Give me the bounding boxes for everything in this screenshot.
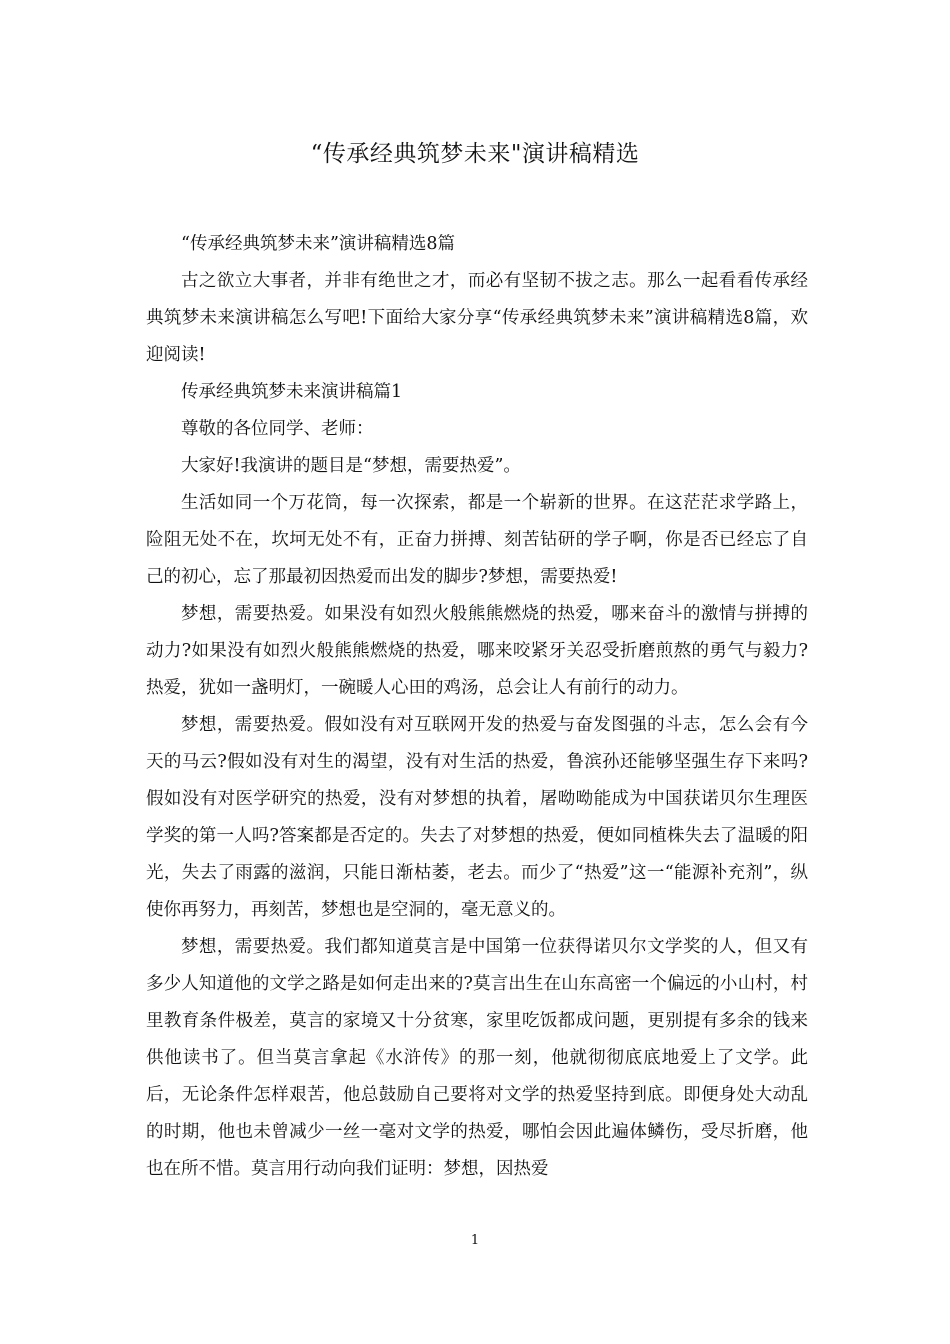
- body-paragraph: 梦想，需要热爱。假如没有对互联网开发的热爱与奋发图强的斗志，怎么会有今天的马云?假如没有对生的渴望，没有对生活的热爱，鲁滨孙还能够坚强生存下来吗?假如没有对医学研究的热爱，没有对梦想的执着，屠呦呦能成为中国获诺贝尔生理医学奖的第一人吗?答案都是否定的。失去了对梦想的热爱，便如同植株失去了温暖的阳光，失去了雨露的滋润，只能日渐枯萎，老去。而少了“热爱”这一“能源补充剂”，纵使你再努力，再刻苦，梦想也是空洞的，毫无意义的。: [146, 715, 808, 920]
- section-heading: 传承经典筑梦未来演讲稿篇1: [181, 382, 403, 402]
- document-body: [146, 226, 808, 1188]
- subtitle-paragraph: “传承经典筑梦未来”演讲稿精选8篇: [181, 234, 456, 254]
- page-number: 1: [470, 1233, 480, 1248]
- body-paragraph: 梦想，需要热爱。我们都知道莫言是中国第一位获得诺贝尔文学奖的人，但又有多少人知道他的文学之路是如何走出来的?莫言出生在山东高密一个偏远的小山村，村里教育条件极差，莫言的家境又十分贫寒，家里吃饭都成问题，更别提有多余的钱来供他读书了。但当莫言拿起《水浒传》的那一刻，他就彻彻底底地爱上了文学。此后，无论条件怎样艰苦，他总鼓励自己要将对文学的热爱坚持到底。即便身处大动乱的时期，他也未曾减少一丝一毫对文学的热爱，哪怕会因此遍体鳞伤，受尽折磨，他也在所不惜。莫言用行动向我们证明：梦想，因热爱: [146, 937, 808, 1179]
- body-paragraph: 生活如同一个万花筒，每一次探索，都是一个崭新的世界。在这茫茫求学路上，险阻无处不在，坎坷无处不有，正奋力拼搏、刻苦钻研的学子啊，你是否已经忘了自己的初心，忘了那最初因热爱而出发的脚步?梦想，需要热爱!: [146, 493, 808, 587]
- greeting-paragraph: 大家好!我演讲的题目是“梦想，需要热爱”。: [181, 456, 521, 476]
- body-paragraph: 梦想，需要热爱。如果没有如烈火般熊熊燃烧的热爱，哪来奋斗的激情与拼搏的动力?如果没有如烈火般熊熊燃烧的热爱，哪来咬紧牙关忍受折磨煎熬的勇气与毅力?热爱，犹如一盏明灯，一碗暖人心田的鸡汤，总会让人有前行的动力。: [146, 604, 808, 698]
- document-title: “传承经典筑梦未来"演讲稿精选: [310, 141, 640, 167]
- salutation-paragraph: 尊敬的各位同学、老师：: [181, 419, 374, 439]
- intro-paragraph: 古之欲立大事者，并非有绝世之才，而必有坚韧不拔之志。那么一起看看传承经典筑梦未来演讲稿怎么写吧!下面给大家分享“传承经典筑梦未来”演讲稿精选8篇，欢迎阅读!: [146, 271, 808, 365]
